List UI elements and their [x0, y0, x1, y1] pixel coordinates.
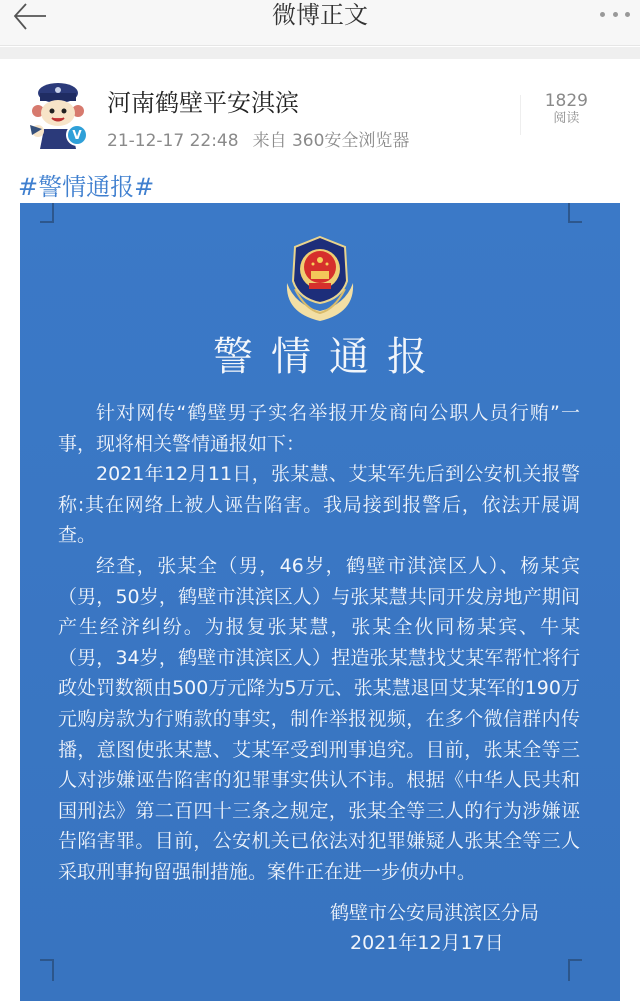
corner-mark	[40, 959, 54, 981]
notice-body	[58, 398, 580, 888]
corner-mark	[40, 203, 54, 223]
reads-divider	[520, 95, 521, 135]
user-name[interactable]: 河南鹤壁平安淇滨	[107, 89, 299, 117]
hashtag-link[interactable]: #警情通报#	[18, 173, 155, 201]
post-header	[0, 59, 640, 159]
page-title: 微博正文	[272, 1, 368, 29]
corner-mark	[568, 203, 582, 223]
more-dots-icon	[600, 12, 605, 17]
post-source: 来自 360安全浏览器	[252, 131, 410, 151]
signature-organization: 鹤壁市公安局淇滨区分局	[330, 902, 540, 924]
corner-mark	[568, 959, 582, 981]
top-nav-bar	[0, 0, 640, 46]
section-divider	[0, 47, 640, 59]
read-count-value: 1829	[544, 91, 588, 111]
notice-paragraph: 经查，张某全（男，46岁，鹤壁市淇滨区人）、杨某宾（男，50岁，鹤壁市淇滨区人）与张某慧共同开发房地产期间产生经济纠纷。为报复张某慧，张某全伙同杨某宾、牛某（男，34岁，鹤壁市淇滨区人）捏造张某慧找艾某军帮忙将行政处罚数额由500万元降为5万元、张某慧退回艾某军的190万元购房款为行贿款的事实，制作举报视频，在多个微信群内传播，意图使张某慧、艾某军受到刑事追究。目前，张某全等三人对涉嫌诬告陷害的犯罪事实供认不讳。根据《中华人民共和国刑法》第二百四十三条之规定，张某全等三人的行为涉嫌诬告陷害罪。目前，公安机关已依法对犯罪嫌疑人张某全等三人采取刑事拘留强制措施。案件正在进一步侦办中。	[58, 554, 580, 883]
more-options-button[interactable]	[600, 4, 630, 24]
police-notice-image[interactable]	[20, 203, 620, 1001]
post-timestamp: 21-12-17 22:48	[107, 131, 239, 151]
signature-date: 2021年12月17日	[350, 932, 504, 954]
read-count	[545, 92, 588, 128]
post-meta	[107, 126, 409, 151]
notice-title: 警情通报	[213, 334, 445, 380]
verified-badge-icon: V	[66, 124, 88, 146]
notice-paragraph: 2021年12月11日，张某慧、艾某军先后到公安机关报警称:其在网络上被人诬告陷害。我局接到报警后，依法开展调查。	[58, 463, 580, 547]
more-dot	[625, 12, 630, 17]
notice-paragraph: 针对网传“鹤壁男子实名举报开发商向公职人员行贿”一事，现将相关警情通报如下：	[58, 402, 580, 455]
more-dot	[613, 12, 618, 17]
police-emblem-icon	[275, 233, 365, 323]
read-count-label: 阅读	[553, 111, 580, 126]
